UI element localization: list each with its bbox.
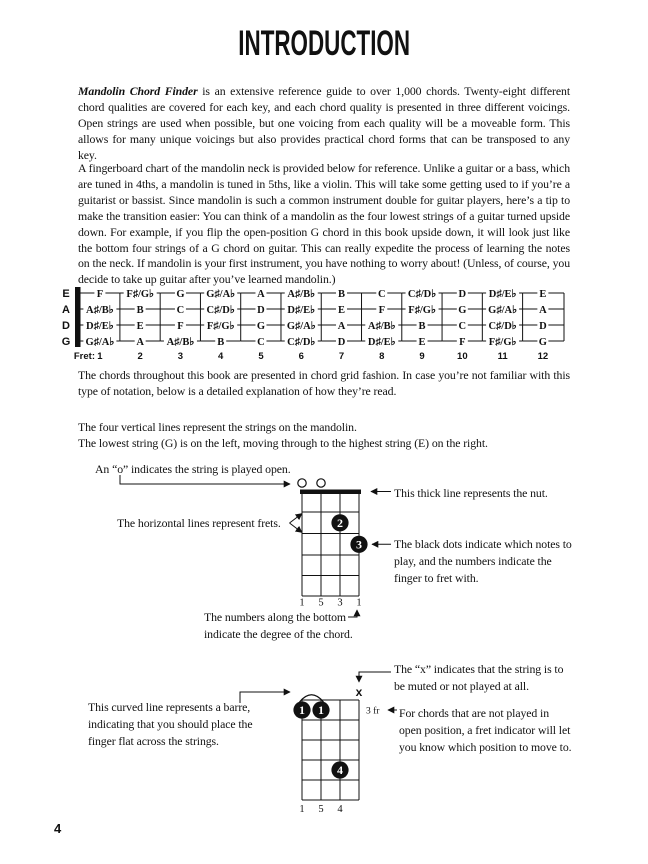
svg-text:A: A [539,305,547,316]
svg-text:1: 1 [299,703,305,718]
svg-text:4: 4 [218,351,224,362]
svg-text:A♯/B♭: A♯/B♭ [367,321,396,332]
svg-text:5: 5 [318,597,324,609]
callout-muted-string: The “x” indicates that the string is to be muted or not played at all. [394,662,564,693]
svg-text:12: 12 [537,351,549,362]
svg-text:G: G [538,337,547,348]
svg-text:F: F [459,337,466,348]
svg-text:F♯/G♭: F♯/G♭ [206,321,235,332]
svg-text:D♯/E♭: D♯/E♭ [488,289,517,300]
strings-explanation-line1: The four vertical lines represent the strings on the mandolin. [78,420,357,434]
svg-text:x: x [355,685,363,699]
svg-text:F: F [96,289,104,300]
callout-open-string: An “o” indicates the string is played open. [95,462,291,476]
svg-text:5: 5 [258,351,264,362]
svg-text:G♯/A♭: G♯/A♭ [85,337,115,348]
svg-text:A: A [337,321,346,332]
svg-text:C: C [176,305,185,316]
svg-text:A: A [62,304,70,316]
fretboard-chart [55,281,595,365]
svg-text:10: 10 [457,351,468,362]
svg-text:3 fr: 3 fr [366,706,380,717]
svg-text:B: B [217,337,225,348]
svg-text:C: C [377,289,386,300]
svg-text:C♯/D♭: C♯/D♭ [488,321,517,332]
paragraph-chord-grids: The chords throughout this book are presented in chord grid fashion. In case you’re not familiar with this type of notation, below is a detailed explanation of how they’re read. [78,368,570,398]
svg-text:D: D [458,289,467,300]
barre-chord-diagram-section [0,656,648,836]
callout-fret-indicator: For chords that are not played in open position, a fret indicator will let you know which position to move to. [399,706,572,754]
svg-text:2: 2 [337,516,343,530]
book-name: Mandolin Chord Finder [78,84,198,98]
page-title: INTRODUCTION [238,24,410,63]
svg-text:4: 4 [337,804,343,815]
svg-text:8: 8 [379,351,385,362]
svg-text:E: E [418,337,426,348]
svg-text:D: D [62,320,70,332]
strings-explanation [78,420,488,452]
svg-text:F♯/G♭: F♯/G♭ [488,337,517,348]
svg-text:F♯/G♭: F♯/G♭ [126,289,155,300]
svg-text:B: B [338,289,346,300]
callout-frets: The horizontal lines represent frets. [117,516,281,530]
svg-text:1: 1 [318,703,324,718]
svg-text:G: G [256,321,266,332]
svg-text:C: C [257,337,265,348]
svg-text:F♯/G♭: F♯/G♭ [408,305,436,316]
svg-text:G: G [458,305,467,316]
page-title-wrap [0,24,648,63]
fretboard-chart-svg [55,281,595,365]
svg-text:Fret:: Fret: [73,351,95,362]
svg-text:F: F [177,321,184,332]
svg-text:D: D [337,337,346,348]
callout-barre: This curved line represents a barre, indicating that you should place the finger flat across the strings. [88,700,253,748]
svg-text:B: B [136,305,144,316]
svg-text:C♯/D♭: C♯/D♭ [287,337,316,348]
svg-text:C♯/D♭: C♯/D♭ [407,289,437,300]
paragraph-overview-text: is an extensive reference guide to over 1,000 chords. Twenty-eight different chord qualities are covered for each key, and each chord quality is presented in three different voicings. Open strings are used when possible, but one voicing from each quality will be a moveable form. This allows for many unique voicings but also provides practical chord forms that can be transposed to any key. [78,84,570,162]
paragraph-fingerboard: A fingerboard chart of the mandolin neck is provided below for reference. Unlike a guitar or a bass, which are tuned in 4ths, a mandolin is tuned in 5ths, like a violin. This will take some getting used to if you’re a guitarist or bassist. Since mandolin is such a common instrument double for guitar players, here’s a tip to make the transition easier: You can think of a mandolin as the four lowest strings of a guitar turned upside down. For example, if you flip the open-position G chord in this book upside down, it will look just like the bottom four strings of a G chord on guitar. This can really expedite the process of learning the notes on the neck. If mandolin is your first instrument, you have nothing to worry about! (Unless, of course, you decide to take up guitar after you’ve learned mandolin.) [78,161,570,287]
callout-degrees: The numbers along the bottom indicate the degree of the chord. [204,610,353,641]
svg-text:B: B [418,321,426,332]
open-chord-diagram-section [0,458,648,656]
svg-text:A♯/B♭: A♯/B♭ [166,337,195,348]
svg-text:E: E [62,288,70,300]
svg-text:7: 7 [338,351,345,362]
svg-text:5: 5 [318,804,324,815]
svg-text:F: F [378,305,386,316]
svg-text:1: 1 [356,597,362,609]
svg-text:G♯/A♭: G♯/A♭ [206,289,236,300]
svg-text:A: A [257,289,265,300]
svg-text:D: D [257,305,265,316]
svg-text:A: A [136,337,144,348]
svg-text:G: G [176,289,185,300]
svg-text:2: 2 [137,351,143,362]
svg-text:G: G [61,336,71,348]
svg-text:D♯/E♭: D♯/E♭ [86,321,114,332]
svg-text:4: 4 [337,763,343,778]
svg-text:3: 3 [337,597,343,609]
callout-dots: The black dots indicate which notes to play, and the numbers indicate the finger to fret with. [394,537,572,585]
svg-text:E: E [136,321,144,332]
svg-text:1: 1 [299,804,305,815]
svg-text:E: E [539,289,547,300]
svg-text:D: D [539,321,547,332]
svg-text:A♯/B♭: A♯/B♭ [287,289,316,300]
svg-text:E: E [338,305,346,316]
svg-text:G♯/A♭: G♯/A♭ [286,321,316,332]
svg-text:C: C [458,321,467,332]
strings-explanation-line2: The lowest string (G) is on the left, moving through to the highest string (E) on the right. [78,435,488,450]
page-number: 4 [54,821,62,836]
paragraph-overview [78,84,570,164]
svg-text:1: 1 [299,597,305,609]
svg-text:D♯/E♭: D♯/E♭ [287,305,316,316]
svg-text:3: 3 [356,537,362,552]
svg-text:G♯/A♭: G♯/A♭ [488,305,518,316]
callout-nut: This thick line represents the nut. [394,486,548,500]
svg-text:9: 9 [419,351,425,362]
svg-text:A♯/B♭: A♯/B♭ [86,305,114,316]
svg-text:1: 1 [97,351,103,362]
svg-text:6: 6 [298,351,304,362]
svg-text:D♯/E♭: D♯/E♭ [367,337,396,348]
svg-text:11: 11 [497,351,508,362]
svg-text:3: 3 [177,351,184,362]
svg-text:C♯/D♭: C♯/D♭ [206,305,235,316]
